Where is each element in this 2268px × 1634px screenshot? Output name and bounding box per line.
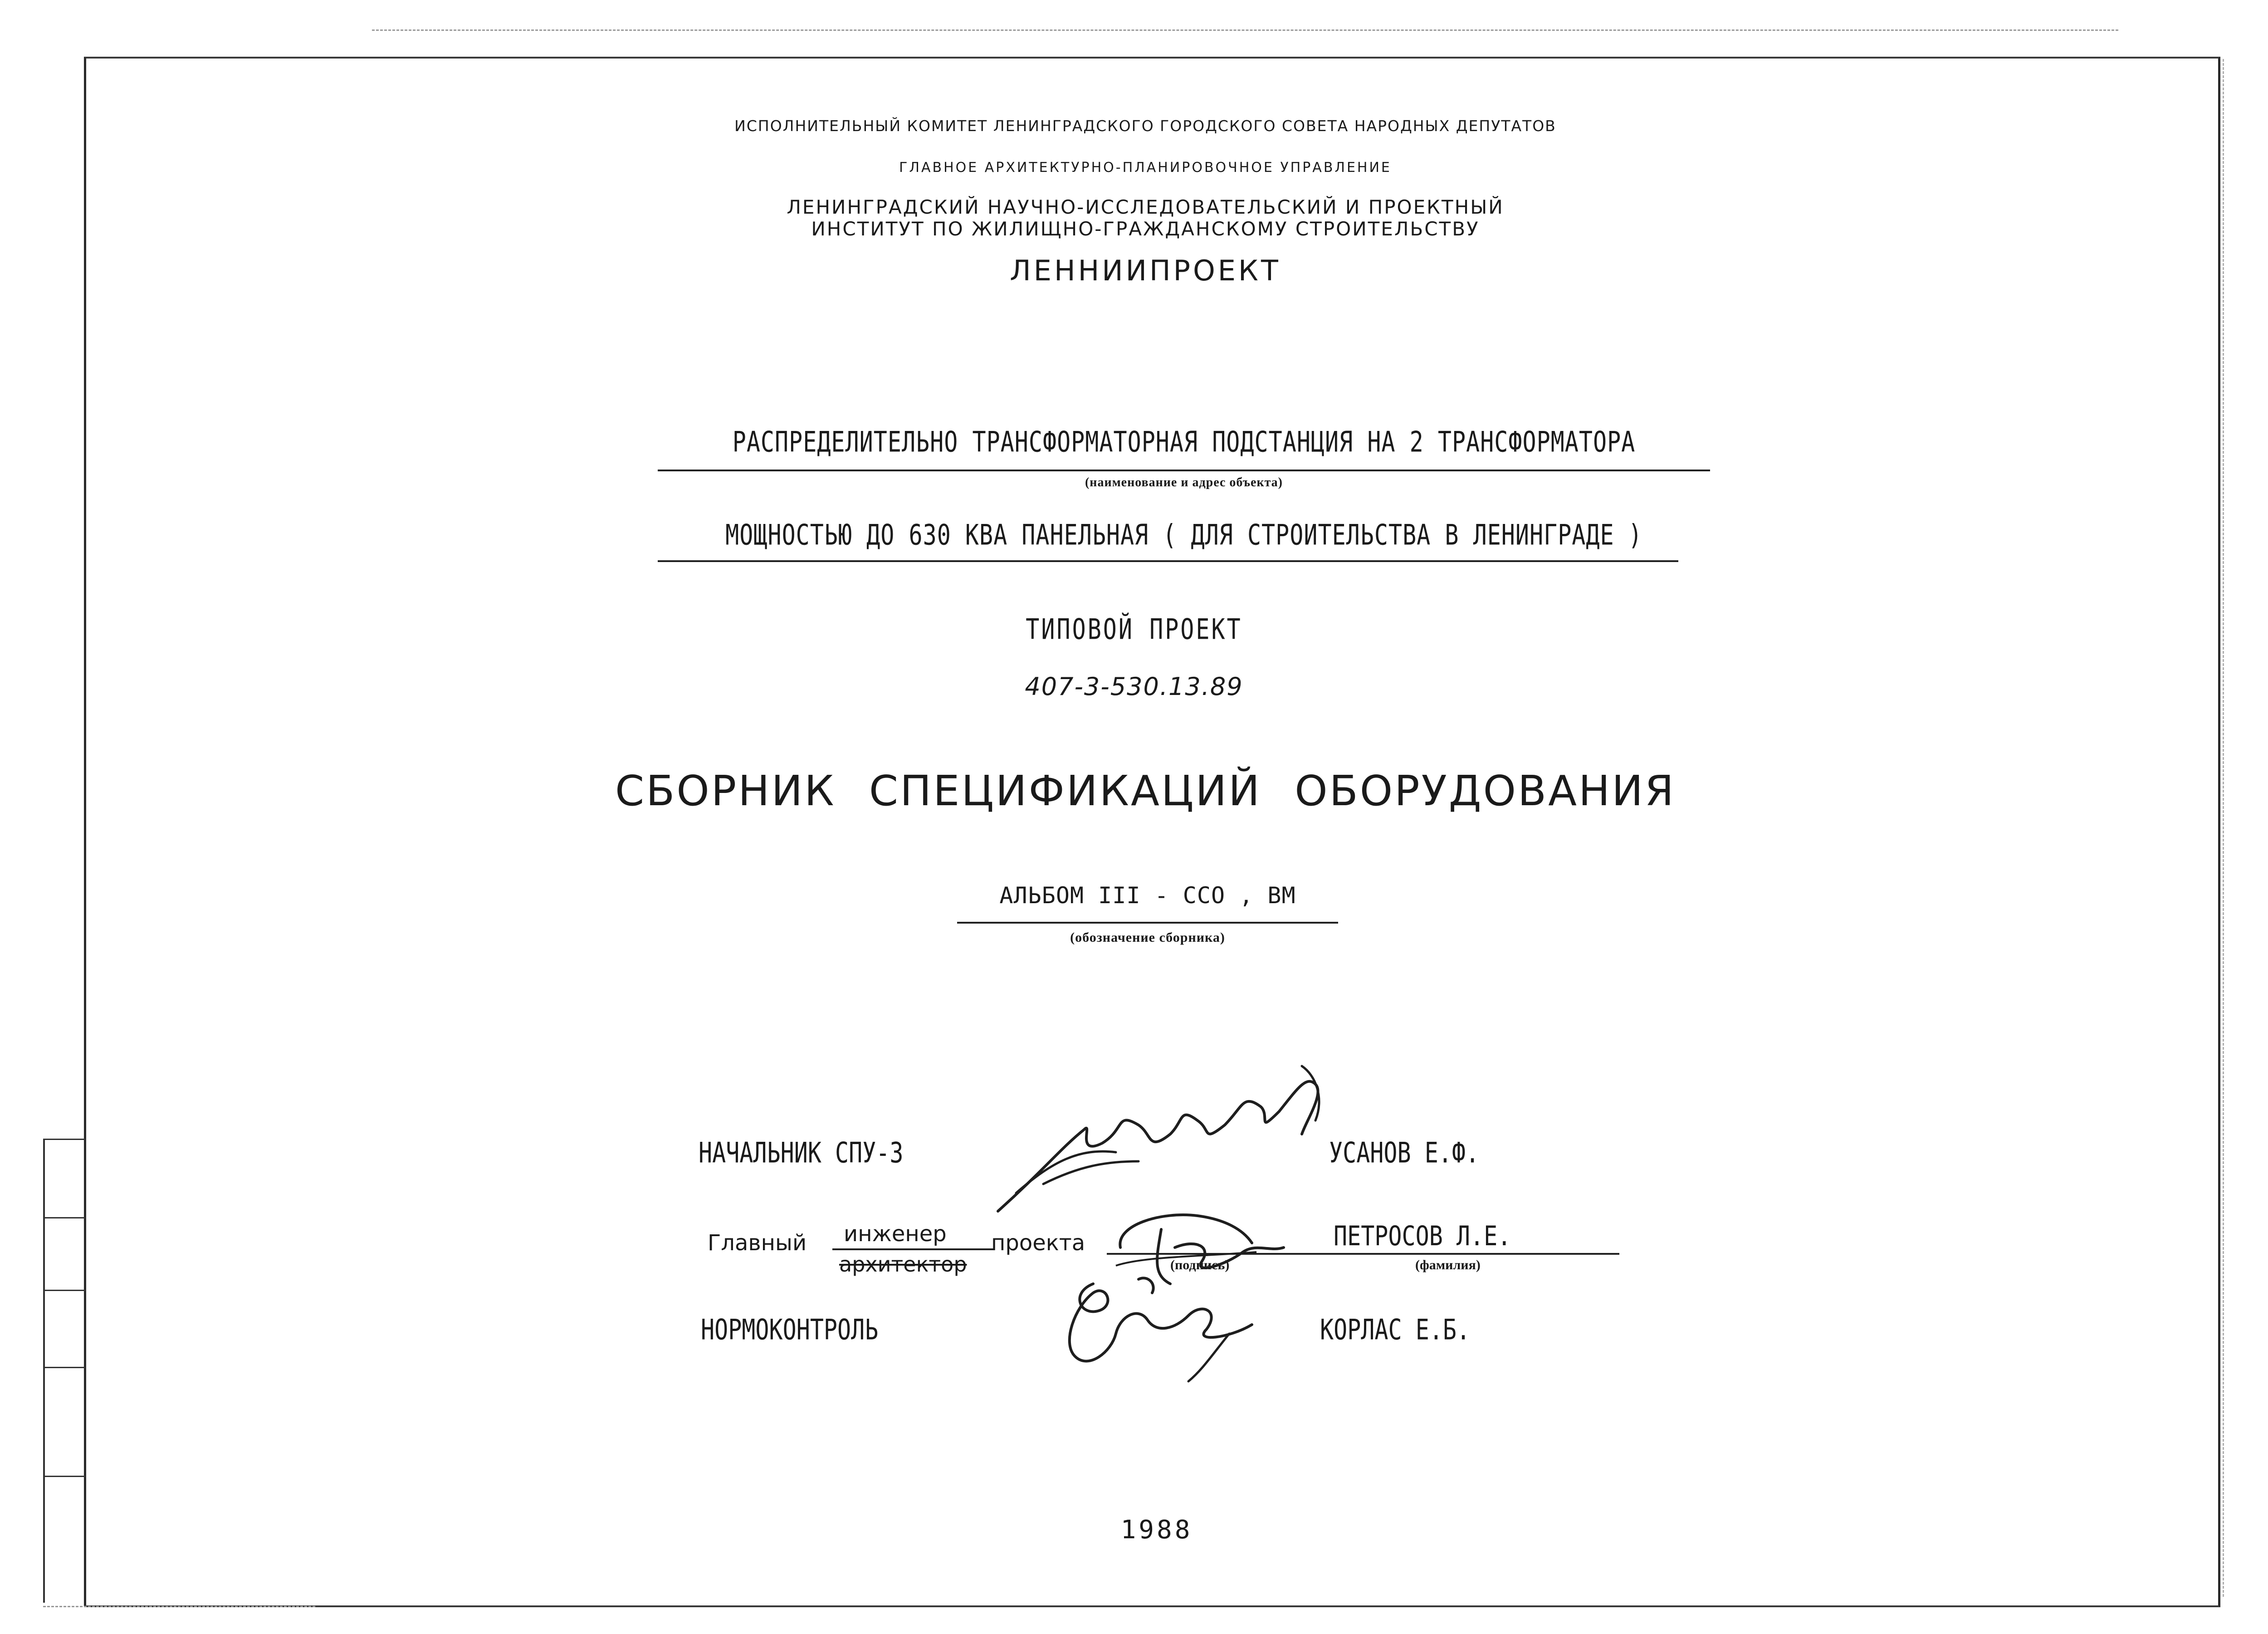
chief-label-2: проекта xyxy=(991,1230,1085,1256)
stamp-divider xyxy=(45,1217,86,1218)
year: 1988 xyxy=(1120,1515,1193,1545)
right-dashed-line xyxy=(2223,59,2224,1597)
album-caption: (обозначение сборника) xyxy=(1070,930,1225,945)
project-code: 407-3-530.13.89 xyxy=(1025,672,1243,701)
object-underline-1 xyxy=(658,470,1710,471)
object-name-line-1: РАСПРЕДЕЛИТЕЛЬНО ТРАНСФОРМАТОРНАЯ ПОДСТАНЦИЯ НА 2 ТРАНСФОРМАТОРА xyxy=(732,425,1636,459)
institute-short-name: ЛЕННИИПРОЕКТ xyxy=(1010,254,1281,287)
stamp-divider xyxy=(45,1476,86,1477)
normcontrol-name: КОРЛАС Е.Б. xyxy=(1320,1313,1471,1346)
object-name-line-2: МОЩНОСТЬЮ ДО 630 КВА ПАНЕЛЬНАЯ ( ДЛЯ СТРОИТЕЛЬСТВА В ЛЕНИНГРАДЕ ) xyxy=(725,518,1642,552)
normcontrol-label: НОРМОКОНТРОЛЬ xyxy=(701,1313,879,1346)
object-underline-2 xyxy=(658,560,1678,562)
normcontrol-signature xyxy=(1057,1266,1293,1384)
head-name: УСАНОВ Е.Ф. xyxy=(1329,1136,1480,1169)
top-dashed-line xyxy=(372,29,2118,31)
object-caption: (наименование и адрес объекта) xyxy=(1085,475,1283,489)
stamp-divider xyxy=(45,1367,86,1368)
album-underline xyxy=(957,922,1338,924)
surname-caption: (фамилия) xyxy=(1415,1257,1481,1272)
institute-line-2: ИНСТИТУТ ПО ЖИЛИЩНО-ГРАЖДАНСКОМУ СТРОИТЕЛЬСТВУ xyxy=(811,218,1480,240)
chief-label-divider xyxy=(832,1248,993,1250)
department-line: ГЛАВНОЕ АРХИТЕКТУРНО-ПЛАНИРОВОЧНОЕ УПРАВЛЕНИЕ xyxy=(899,160,1392,176)
institute-line-1: ЛЕНИНГРАДСКИЙ НАУЧНО-ИССЛЕДОВАТЕЛЬСКИЙ И ПРОЕКТНЫЙ xyxy=(787,196,1504,218)
album-designation: АЛЬБОМ III - ССО , ВМ xyxy=(999,882,1296,909)
committee-line: ИСПОЛНИТЕЛЬНЫЙ КОМИТЕТ ЛЕНИНГРАДСКОГО ГОРОДСКОГО СОВЕТА НАРОДНЫХ ДЕПУТАТОВ xyxy=(734,117,1556,135)
chief-label-architect: архитектор xyxy=(839,1252,967,1277)
stamp-divider xyxy=(45,1290,86,1291)
project-type-label: ТИПОВОЙ ПРОЕКТ xyxy=(1026,612,1242,646)
head-label: НАЧАЛЬНИК СПУ-3 xyxy=(699,1136,904,1169)
chief-label-1: Главный xyxy=(708,1230,807,1256)
document-title: СБОРНИК СПЕЦИФИКАЦИЙ ОБОРУДОВАНИЯ xyxy=(615,767,1676,815)
signature-caption: (подпись) xyxy=(1170,1257,1230,1272)
chief-name: ПЕТРОСОВ Л.Е. xyxy=(1334,1220,1511,1252)
chief-label-engineer: инженер xyxy=(844,1221,947,1247)
bottom-dashed-line xyxy=(43,1606,315,1607)
left-stamp-strip xyxy=(43,1139,86,1603)
